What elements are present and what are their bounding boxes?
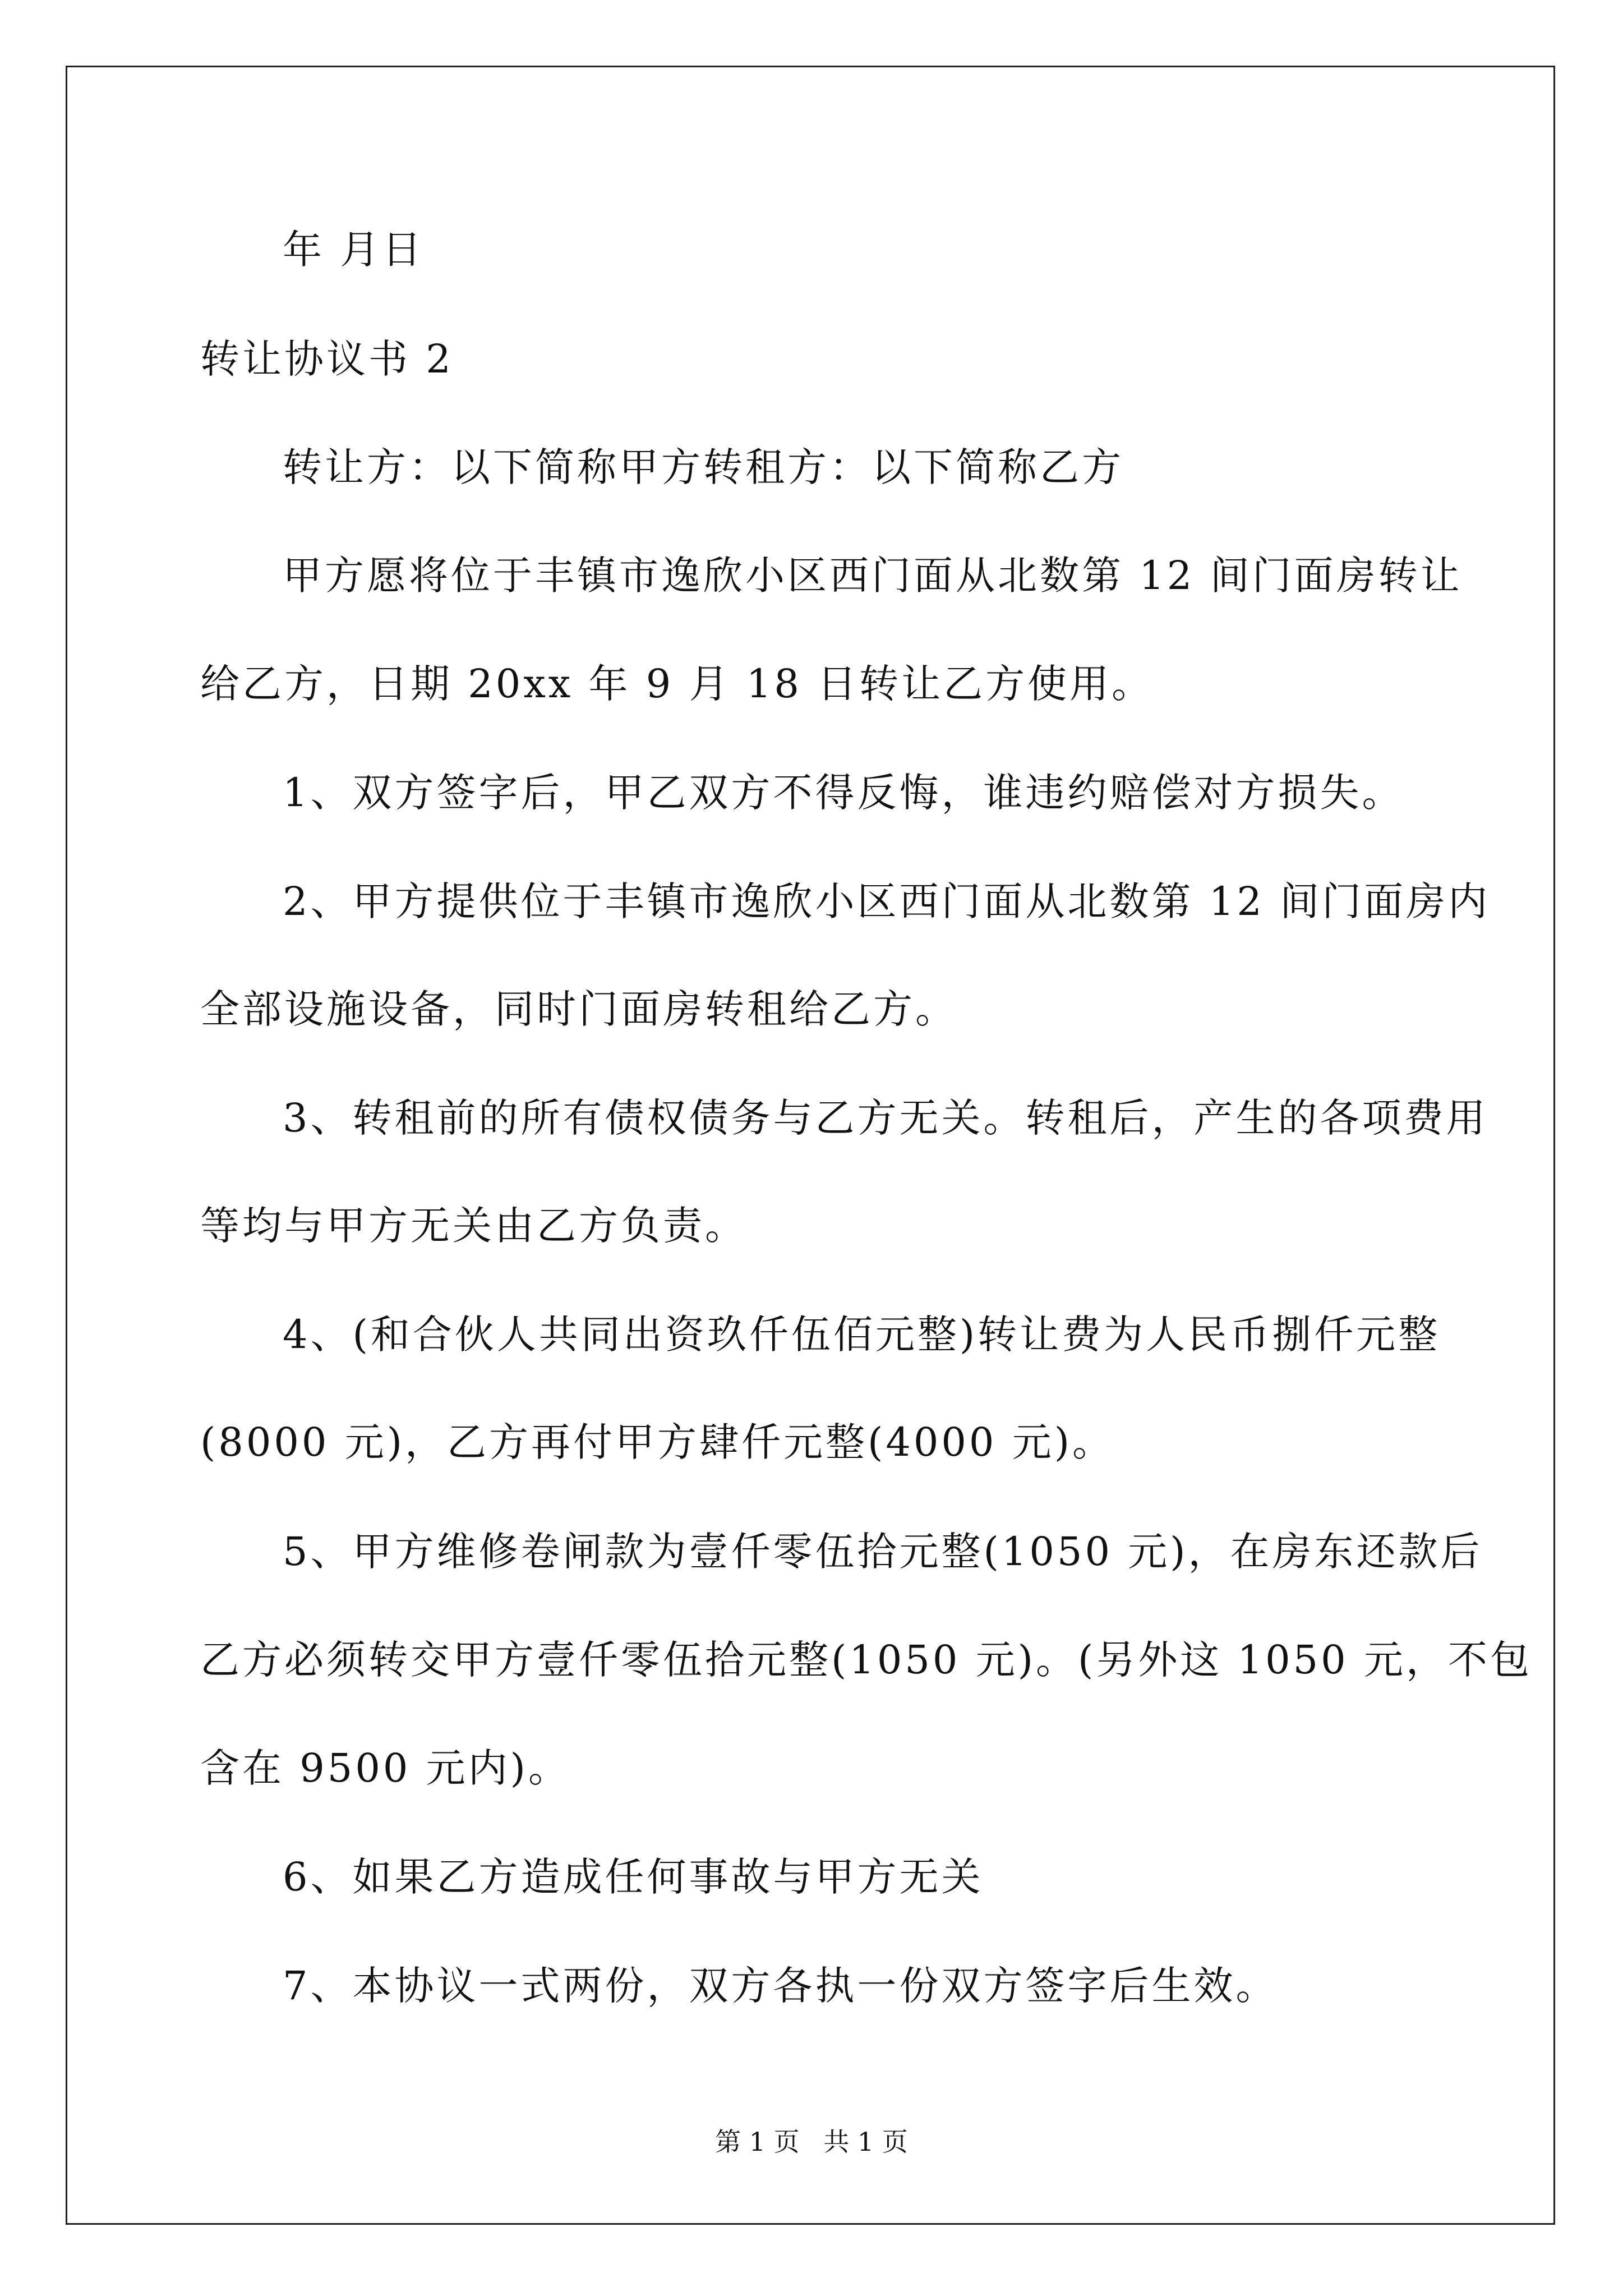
page-footer [0,2129,1623,2155]
clause-5-line-2: 乙方必须转交甲方壹仟零伍拾元整(1050 元)。(另外这 1050 元，不包 [200,1637,1532,1683]
clause-2-line-1: 2、甲方提供位于丰镇市逸欣小区西门面从北数第 12 间门面房内 [283,878,1491,924]
clause-3-line-1: 3、转租前的所有债权债务与乙方无关。转租后，产生的各项费用 [283,1095,1488,1141]
page-number: 第 1 页 [715,2127,800,2157]
intro-line-2: 给乙方，日期 20xx 年 9 月 18 日转让乙方使用。 [200,661,1154,707]
clause-6-line-1: 6、如果乙方造成任何事故与甲方无关 [283,1854,984,1900]
clause-4-line-1: 4、(和合伙人共同出资玖仟伍佰元整)转让费为人民币捌仟元整 [283,1312,1441,1358]
clause-5-line-3: 含在 9500 元内)。 [200,1745,570,1791]
clause-4-line-2: (8000 元)，乙方再付甲方肆仟元整(4000 元)。 [200,1419,1115,1465]
clause-3-line-2: 等均与甲方无关由乙方负责。 [200,1203,747,1249]
parties-line: 转让方：以下简称甲方转租方：以下简称乙方 [283,444,1124,490]
clause-7-line-1: 7、本协议一式两份，双方各执一份双方签字后生效。 [283,1963,1278,2009]
clause-1-line-1: 1、双方签字后，甲乙双方不得反悔，谁违约赔偿对方损失。 [283,770,1404,816]
date-line: 年 月日 [283,227,425,273]
intro-line-1: 甲方愿将位于丰镇市逸欣小区西门面从北数第 12 间门面房转让 [283,553,1463,599]
page-border [66,66,1555,2225]
clause-5-line-1: 5、甲方维修卷闸款为壹仟零伍拾元整(1050 元)，在房东还款后 [283,1529,1483,1575]
document-heading: 转让协议书 2 [200,336,454,382]
clause-2-line-2: 全部设施设备，同时门面房转租给乙方。 [200,986,957,1032]
page-total: 共 1 页 [823,2127,908,2157]
